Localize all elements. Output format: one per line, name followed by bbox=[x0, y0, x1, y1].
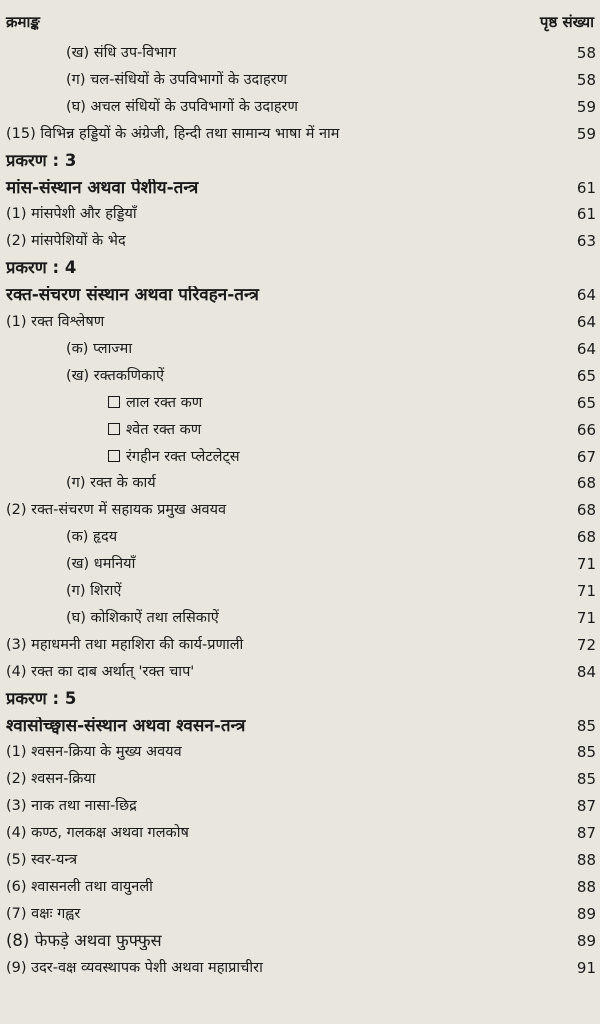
toc-row bbox=[0, 171, 600, 197]
toc-row bbox=[0, 789, 600, 815]
toc-entry-text: (ग) शिराऐं bbox=[66, 583, 122, 599]
checkbox-bullet-icon bbox=[108, 423, 120, 435]
toc-entry-label bbox=[0, 582, 546, 600]
toc-entry-label bbox=[0, 340, 546, 358]
toc-entry-label bbox=[0, 313, 546, 331]
toc-entry-text: (7) वक्षः गह्वर bbox=[6, 905, 81, 922]
toc-row bbox=[0, 305, 600, 331]
toc-entry-label bbox=[0, 125, 546, 143]
toc-entry-label bbox=[0, 609, 546, 627]
toc-entry-label bbox=[0, 851, 546, 869]
toc-entry-text: (5) स्वर-यन्त्र bbox=[6, 852, 78, 868]
toc-entry-page: 68 bbox=[576, 528, 596, 547]
toc-row bbox=[0, 762, 600, 788]
toc-row bbox=[0, 90, 600, 116]
toc-entry-page: 85 bbox=[576, 743, 596, 762]
toc-entry-text: (3) महाधमनी तथा महाशिरा की कार्य-प्रणाली bbox=[6, 636, 244, 653]
toc-entry-text: (8) फेफड़े अथवा फुफ्फुस bbox=[6, 931, 162, 950]
toc-row bbox=[0, 897, 600, 923]
toc-row bbox=[0, 709, 600, 735]
toc-row bbox=[0, 36, 600, 62]
toc-entry-label bbox=[0, 743, 546, 761]
toc-entry-label bbox=[0, 797, 546, 815]
toc-row bbox=[0, 493, 600, 519]
toc-entry-page: 87 bbox=[576, 824, 596, 843]
toc-entry-text: मांस-संस्थान अथवा पेशीय-तन्त्र bbox=[6, 178, 199, 197]
toc-entry-label bbox=[0, 501, 546, 519]
toc-entry-page: 88 bbox=[576, 877, 596, 896]
toc-entry-text: (क) हृदय bbox=[66, 529, 118, 546]
checkbox-bullet-icon bbox=[108, 396, 120, 408]
toc-entry-page: 88 bbox=[576, 851, 596, 869]
toc-entry-label bbox=[0, 824, 546, 842]
toc-entry-page: 71 bbox=[576, 608, 596, 627]
toc-row bbox=[0, 197, 600, 223]
toc-row bbox=[0, 628, 600, 654]
toc-entry-label bbox=[0, 394, 546, 412]
checkbox-bullet-icon bbox=[108, 450, 120, 462]
toc-row bbox=[0, 735, 600, 761]
header-page-label: पृष्ठ संख्या bbox=[539, 13, 594, 31]
toc-entry-label bbox=[0, 448, 546, 466]
toc-entry-text: (9) उदर-वक्ष व्यवस्थापक पेशी अथवा महाप्राचीरा bbox=[6, 959, 263, 976]
toc-row bbox=[0, 951, 600, 977]
toc-entry-text: (घ) कोशिकाऐं तथा लसिकाऐं bbox=[66, 609, 219, 626]
toc-entry-page: 64 bbox=[576, 286, 596, 305]
toc-entry-text: (ख) धमनियाँ bbox=[66, 556, 136, 573]
toc-entry-label bbox=[0, 232, 546, 250]
toc-entry-page: 72 bbox=[576, 635, 596, 654]
toc-entry-label bbox=[0, 259, 546, 277]
toc-entry-text: प्रकरण : 4 bbox=[6, 259, 77, 278]
toc-entry-text: (2) श्वसन-क्रिया bbox=[6, 771, 96, 788]
toc-row bbox=[0, 682, 600, 708]
toc-row bbox=[0, 924, 600, 950]
toc-entry-text: (ख) रक्तकणिकाऐं bbox=[66, 367, 165, 384]
toc-entry-label bbox=[0, 98, 546, 116]
toc-entry-label bbox=[0, 878, 546, 896]
toc-row bbox=[0, 574, 600, 600]
toc-entry-text: लाल रक्त कण bbox=[126, 394, 203, 411]
toc-entry-label bbox=[0, 905, 546, 923]
toc-entry-page: 67 bbox=[576, 447, 596, 466]
toc-entry-label bbox=[0, 636, 546, 654]
toc-row bbox=[0, 870, 600, 896]
toc-entry-text: (6) श्वासनली तथा वायुनली bbox=[6, 878, 153, 895]
toc-entry-label bbox=[0, 205, 546, 223]
toc-row bbox=[0, 520, 600, 546]
toc-entry-page: 61 bbox=[576, 178, 596, 197]
toc-entry-text: (1) मांसपेशी और हड्डियाँ bbox=[6, 206, 137, 223]
toc-entry-page: 91 bbox=[576, 958, 596, 977]
toc-row bbox=[0, 413, 600, 439]
toc-entry-page: 64 bbox=[576, 339, 596, 358]
toc-entry-text: (2) मांसपेशियों के भेद bbox=[6, 233, 126, 250]
toc-entry-label bbox=[0, 367, 546, 385]
toc-entry-page: 68 bbox=[576, 474, 596, 493]
toc-entry-text: प्रकरण : 3 bbox=[6, 151, 77, 170]
toc-row bbox=[0, 63, 600, 89]
toc-entry-page: 58 bbox=[576, 44, 596, 62]
toc-entry-text: (ग) चल-संधियों के उपविभागों के उदाहरण bbox=[66, 71, 288, 88]
toc-entry-page: 58 bbox=[576, 70, 596, 89]
toc-entry-label bbox=[0, 770, 546, 788]
toc-entry-label bbox=[0, 474, 546, 492]
toc-row bbox=[0, 117, 600, 143]
toc-row bbox=[0, 816, 600, 842]
toc-entry-label bbox=[0, 959, 546, 977]
toc-entry-label bbox=[0, 286, 546, 304]
toc-row bbox=[0, 601, 600, 627]
toc-entry-text: श्वेत रक्त कण bbox=[126, 421, 202, 438]
toc-entry-label bbox=[0, 528, 546, 546]
toc-entry-text: (1) रक्त विश्लेषण bbox=[6, 314, 105, 330]
toc-entry-page: 68 bbox=[576, 501, 596, 520]
toc-row bbox=[0, 843, 600, 869]
toc-entry-page: 64 bbox=[576, 313, 596, 331]
toc-entry-label bbox=[0, 555, 546, 573]
toc-entry-text: (4) रक्त का दाब अर्थात् 'रक्त चाप' bbox=[6, 663, 195, 680]
toc-entry-text: (1) श्वसन-क्रिया के मुख्य अवयव bbox=[6, 744, 182, 761]
toc-entry-text: (ख) संधि उप-विभाग bbox=[66, 45, 177, 61]
toc-entry-page: 85 bbox=[576, 770, 596, 789]
toc-entry-label bbox=[0, 44, 546, 62]
toc-entry-page: 85 bbox=[576, 716, 596, 735]
toc-row bbox=[0, 251, 600, 277]
toc-entry-page: 71 bbox=[576, 555, 596, 574]
toc-entry-label bbox=[0, 152, 546, 170]
toc-row bbox=[0, 386, 600, 412]
toc-entry-text: रंगहीन रक्त प्लेटलेट्स bbox=[126, 448, 240, 465]
toc-entry-page: 89 bbox=[576, 931, 596, 950]
toc-entry-label bbox=[0, 71, 546, 89]
toc-entry-text: प्रकरण : 5 bbox=[6, 689, 77, 708]
toc-entry-page: 84 bbox=[576, 662, 596, 681]
toc-row bbox=[0, 466, 600, 492]
toc-entry-text: (2) रक्त-संचरण में सहायक प्रमुख अवयव bbox=[6, 502, 227, 519]
toc-entry-page: 59 bbox=[576, 97, 596, 116]
toc-entry-text: (क) प्लाज्मा bbox=[66, 340, 133, 357]
toc-row bbox=[0, 278, 600, 304]
toc-row bbox=[0, 655, 600, 681]
toc-row bbox=[0, 144, 600, 170]
toc-entry-text: रक्त-संचरण संस्थान अथवा परिवहन-तन्त्र bbox=[6, 286, 259, 305]
toc-entry-label bbox=[0, 421, 546, 439]
toc-entry-text: (घ) अचल संधियों के उपविभागों के उदाहरण bbox=[66, 98, 298, 115]
toc-row bbox=[0, 547, 600, 573]
toc-entry-label bbox=[0, 690, 546, 708]
header-serial-label: क्रमाङ्क bbox=[6, 13, 40, 31]
toc-entry-page: 59 bbox=[576, 124, 596, 143]
toc-entry-page: 71 bbox=[576, 582, 596, 600]
toc-row bbox=[0, 332, 600, 358]
toc-entry-page: 63 bbox=[576, 232, 596, 251]
toc-entry-page: 87 bbox=[576, 797, 596, 816]
toc-entry-page: 66 bbox=[576, 420, 596, 439]
toc-entry-text: (ग) रक्त के कार्य bbox=[66, 475, 156, 492]
toc-entry-page: 65 bbox=[576, 366, 596, 385]
toc-row bbox=[0, 224, 600, 250]
toc-entry-label bbox=[0, 932, 546, 950]
toc-entry-text: (4) कण्ठ, गलकक्ष अथवा गलकोष bbox=[6, 825, 189, 842]
toc-entry-page: 61 bbox=[576, 205, 596, 224]
toc-entry-label bbox=[0, 663, 546, 681]
toc-entry-label bbox=[0, 179, 546, 197]
toc-entry-page: 65 bbox=[576, 393, 596, 412]
toc-row bbox=[0, 440, 600, 466]
toc-entry-text: श्वासोच्छ्वास-संस्थान अथवा श्वसन-तन्त्र bbox=[6, 716, 246, 735]
toc-entry-page: 89 bbox=[576, 904, 596, 923]
toc-row bbox=[0, 359, 600, 385]
toc-entry-label bbox=[0, 717, 546, 735]
toc-entry-text: (3) नाक तथा नासा-छिद्र bbox=[6, 798, 137, 815]
toc-entry-text: (15) विभिन्न हड्डियों के अंग्रेजी, हिन्दी तथा सामान्य भाषा में नाम bbox=[6, 125, 340, 142]
